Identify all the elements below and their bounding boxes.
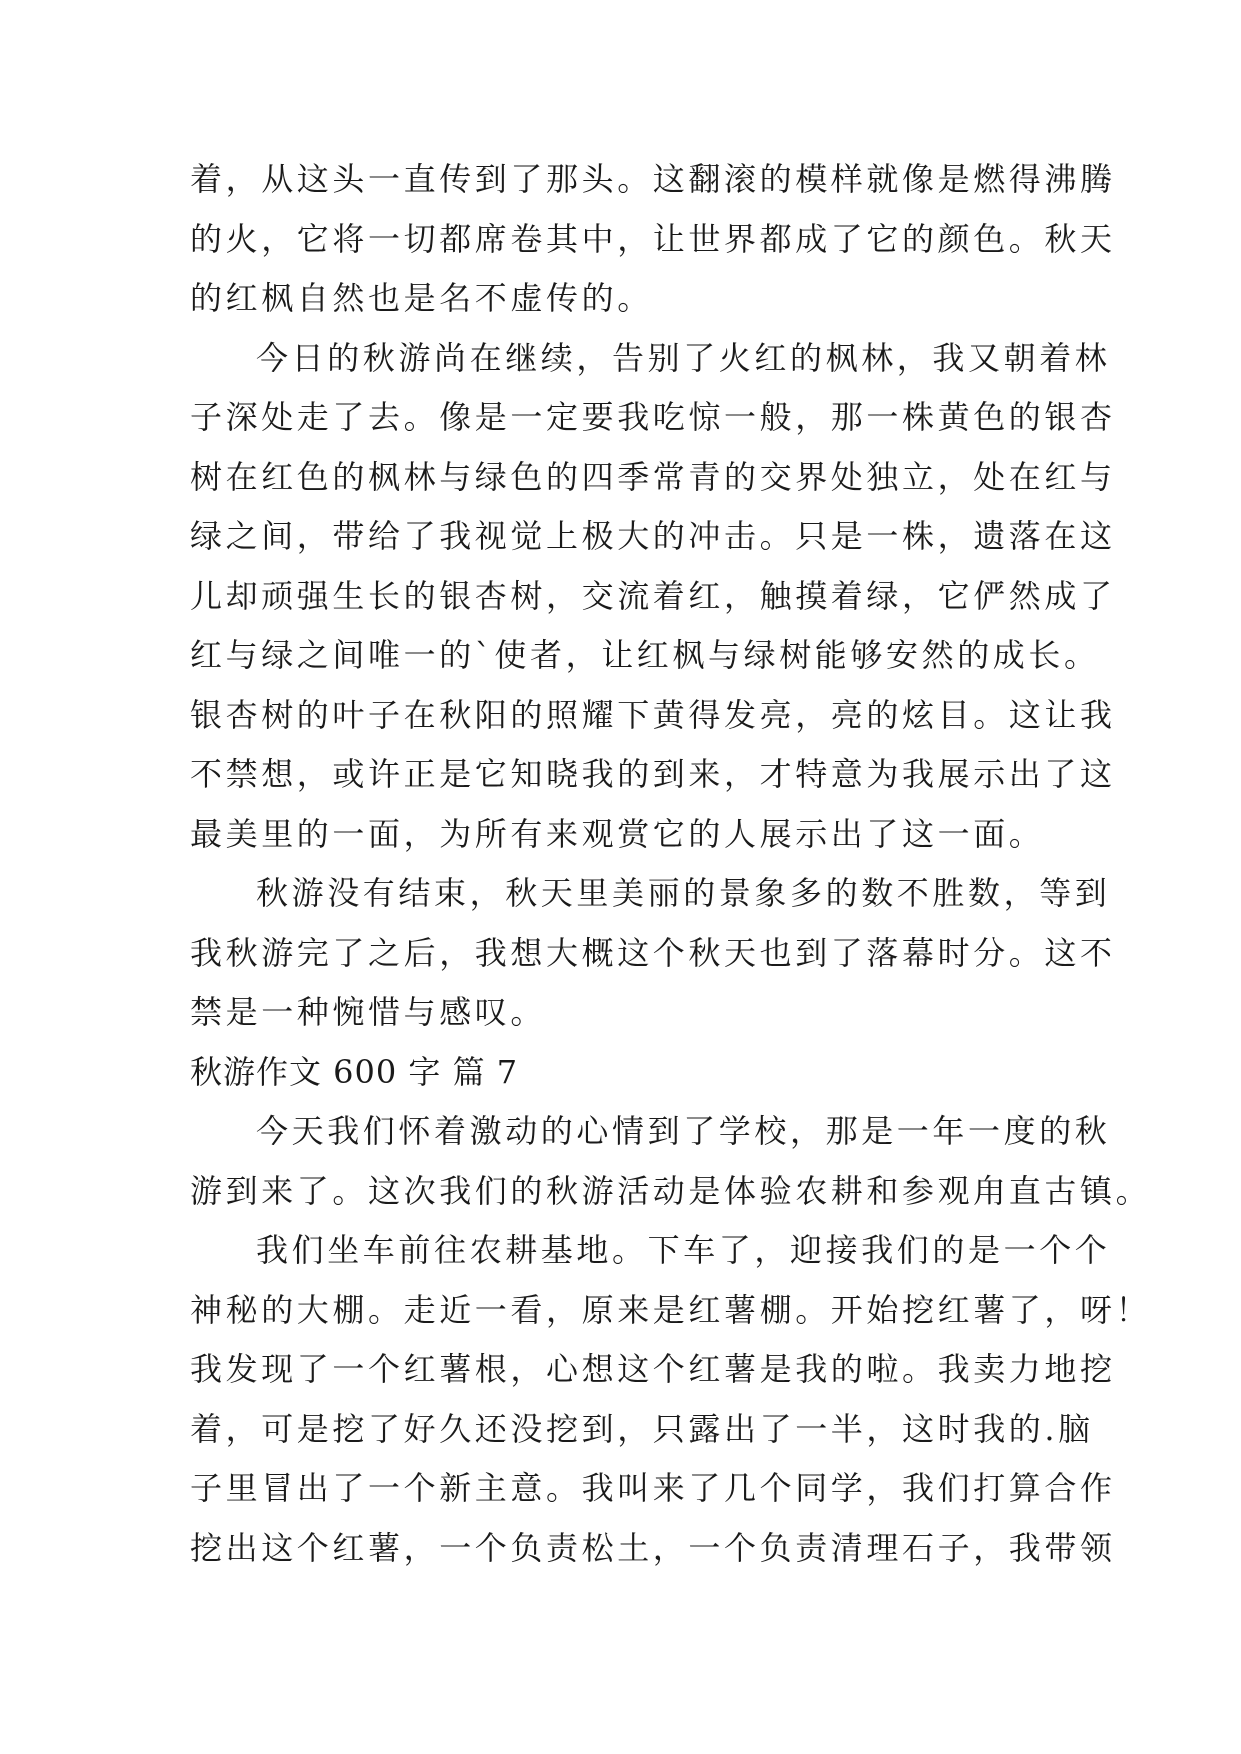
- text-line: 着，可是挖了好久还没挖到，只露出了一半，这时我的.脑: [190, 1409, 1094, 1448]
- text-line: 神秘的大棚。走近一看，原来是红薯棚。开始挖红薯了，呀！: [190, 1290, 1152, 1329]
- section-heading: 秋游作文 600 字 篇 7: [190, 1052, 519, 1091]
- text-line: 挖出这个红薯，一个负责松土，一个负责清理石子，我带领: [190, 1528, 1116, 1567]
- paragraph-first-line: 秋游没有结束，秋天里美丽的景象多的数不胜数，等到: [256, 874, 1111, 912]
- text-line: 着，从这头一直传到了那头。这翻滚的模样就像是燃得沸腾: [190, 160, 1116, 198]
- text-line: 子里冒出了一个新主意。我叫来了几个同学，我们打算合作: [190, 1469, 1116, 1507]
- text-line: 最美里的一面，为所有来观赏它的人展示出了这一面。: [190, 814, 1045, 853]
- text-line: 的火，它将一切都席卷其中，让世界都成了它的颜色。秋天: [190, 219, 1116, 258]
- text-line: 儿却顽强生长的银杏树，交流着红，触摸着绿，它俨然成了: [190, 576, 1116, 615]
- paragraph-first-line: 我们坐车前往农耕基地。下车了，迎接我们的是一个个: [256, 1231, 1111, 1269]
- text-line: 我发现了一个红薯根，心想这个红薯是我的啦。我卖力地挖: [190, 1350, 1116, 1388]
- text-line: 树在红色的枫林与绿色的四季常青的交界处独立，处在红与: [190, 457, 1116, 496]
- text-line: 我秋游完了之后，我想大概这个秋天也到了落幕时分。这不: [190, 933, 1116, 972]
- text-line: 禁是一种惋惜与感叹。: [190, 993, 547, 1031]
- document-body: [190, 150, 1152, 1578]
- text-line: 绿之间，带给了我视觉上极大的冲击。只是一株，遗落在这: [190, 517, 1116, 555]
- text-line: 子深处走了去。像是一定要我吃惊一般，那一株黄色的银杏: [190, 398, 1116, 436]
- text-line: 银杏树的叶子在秋阳的照耀下黄得发亮，亮的炫目。这让我: [190, 695, 1116, 734]
- paragraph-first-line: 今天我们怀着激动的心情到了学校，那是一年一度的秋: [256, 1112, 1111, 1150]
- text-line: 的红枫自然也是名不虚传的。: [190, 279, 653, 317]
- text-line: 红与绿之间唯一的`使者，让红枫与绿树能够安然的成长。: [190, 636, 1100, 674]
- text-line: 不禁想，或许正是它知晓我的到来，才特意为我展示出了这: [190, 755, 1116, 793]
- paragraph-first-line: 今日的秋游尚在继续，告别了火红的枫林，我又朝着林: [256, 338, 1111, 377]
- text-line: 游到来了。这次我们的秋游活动是体验农耕和参观甪直古镇。: [190, 1171, 1152, 1210]
